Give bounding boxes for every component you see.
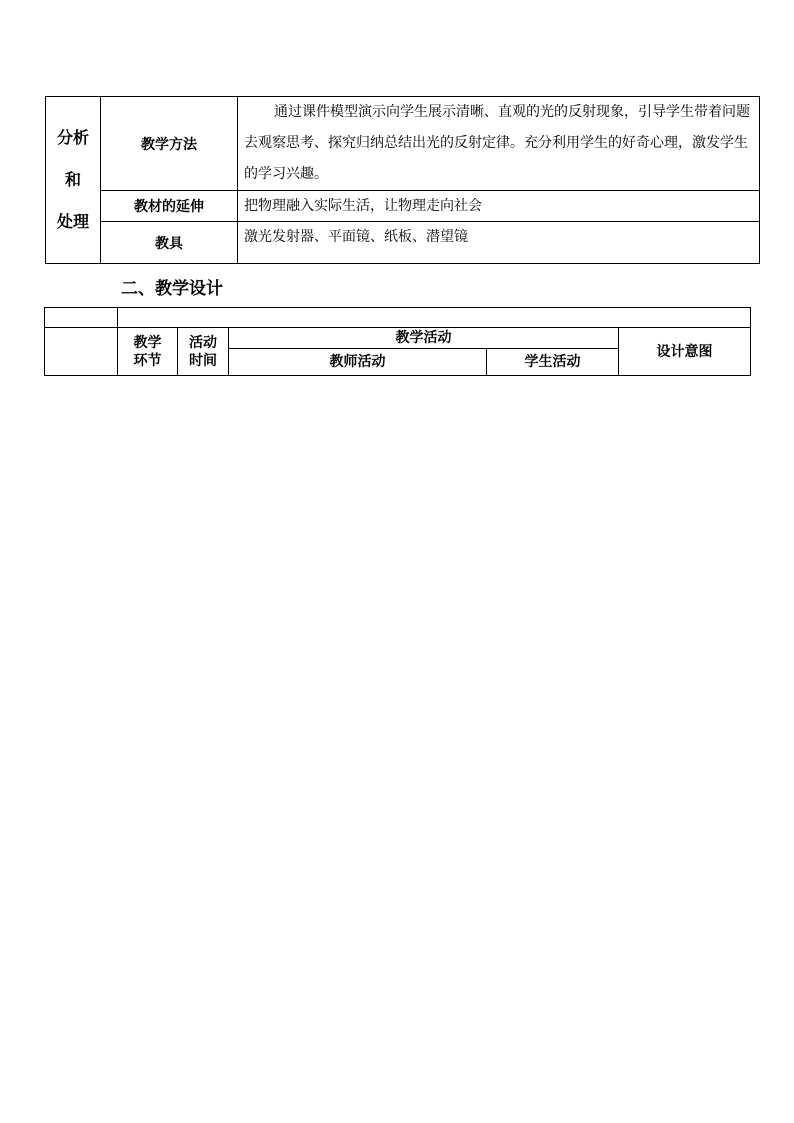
header-student-activity: 学生活动 <box>487 349 619 376</box>
top-span-cell <box>118 308 751 328</box>
analysis-table <box>45 96 760 264</box>
row-content-extension <box>238 191 760 222</box>
teaching-aids-text: 激光发射器、平面镜、纸板、潜望镜 <box>244 229 468 245</box>
side-label-3: 处理 <box>56 212 89 231</box>
activity-time-line1: 活动 <box>189 334 217 351</box>
section-title: 二、教学设计 <box>121 279 223 299</box>
row-content-teaching-method <box>238 97 760 191</box>
teaching-step-line1: 教学 <box>133 334 162 351</box>
teaching-method-text: 通过课件模型演示向学生展示清晰、直观的光的反射现象，引导学生带着问题去观察思考、探究归纳总结出光的反射定律。充分利用学生的好奇心理，激发学生的学习兴趣。 <box>244 104 750 182</box>
side-label-1: 分析 <box>56 128 89 147</box>
teaching-design-table <box>44 307 751 376</box>
top-left-cell <box>45 308 118 328</box>
header-blank-cell <box>45 328 118 376</box>
header-activity-time <box>178 328 229 376</box>
row-label-teaching-method: 教学方法 <box>101 97 238 191</box>
extension-text: 把物理融入实际生活，让物理走向社会 <box>244 198 482 214</box>
header-teaching-activity: 教学活动 <box>229 328 619 349</box>
row-label-teaching-aids: 教具 <box>101 222 238 264</box>
header-teaching-step <box>118 328 178 376</box>
row-content-teaching-aids <box>238 222 760 264</box>
row-label-extension: 教材的延伸 <box>101 191 238 222</box>
activity-time-line2: 时间 <box>189 352 217 369</box>
header-design-intent: 设计意图 <box>619 328 751 376</box>
teaching-step-line2: 环节 <box>133 352 162 369</box>
side-label-cell <box>46 97 101 264</box>
side-label-2: 和 <box>64 170 81 189</box>
header-teacher-activity: 教师活动 <box>229 349 487 376</box>
